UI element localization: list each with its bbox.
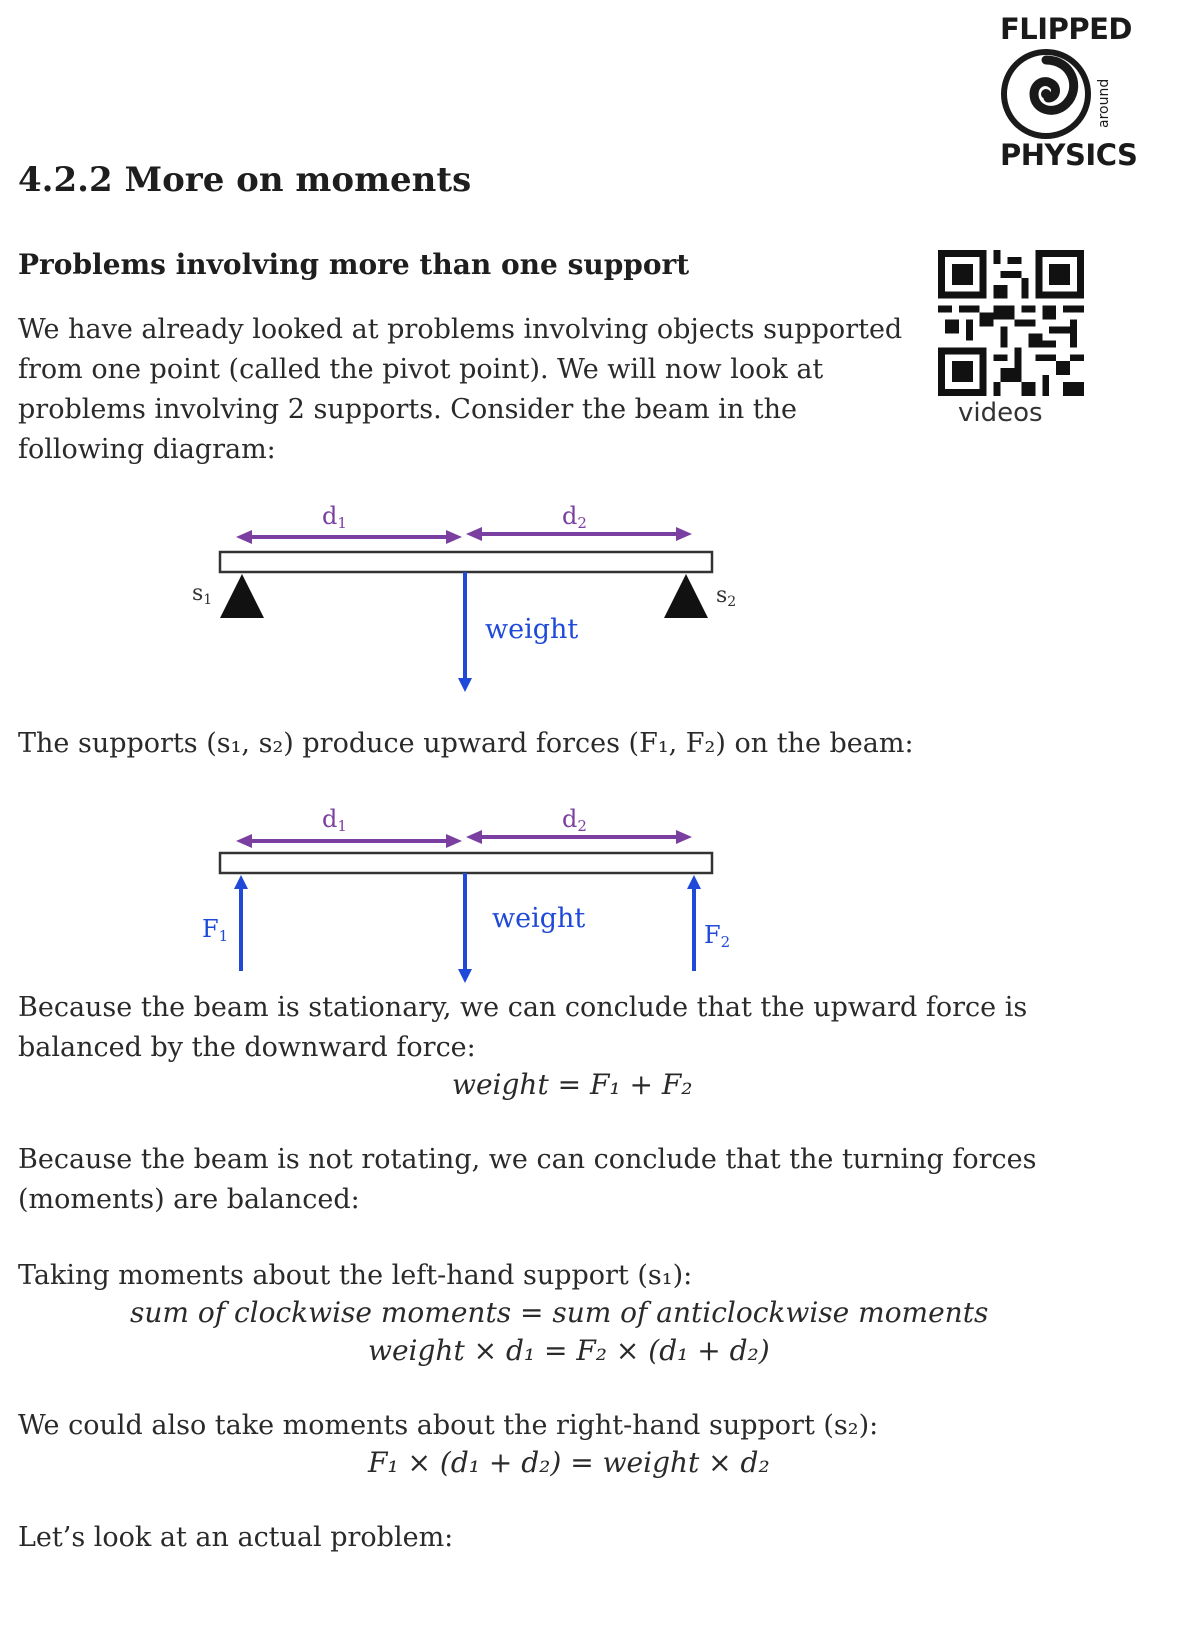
f2-label: F2 (704, 921, 731, 951)
beam (220, 853, 712, 873)
beam-diagram-forces (180, 795, 760, 990)
beam (220, 552, 712, 572)
supports-text: The supports (s₁, s₂) produce upward forces (F₁, F₂) on the beam: (18, 728, 914, 759)
subheading: Problems involving more than one support (18, 248, 690, 281)
right-moments-intro: We could also take moments about the right-hand support (s₂): (18, 1410, 879, 1441)
equation-balance: weight = F₁ + F₂ (452, 1068, 693, 1101)
s1-label: s1 (192, 581, 213, 608)
left-moments-intro: Taking moments about the left-hand support (s₁): (18, 1260, 693, 1291)
rotating-line: Because the beam is not rotating, we can conclude that the turning forces (18, 1144, 1037, 1175)
section-title: 4.2.2 More on moments (18, 160, 472, 200)
logo-side-text: around (1096, 78, 1112, 128)
intro-line: from one point (called the pivot point). We will now look at (18, 354, 824, 385)
equation-left-moments: weight × d₁ = F₂ × (d₁ + d₂) (368, 1334, 770, 1367)
distance-arrows (236, 527, 692, 544)
intro-line: following diagram: (18, 434, 276, 465)
qr-code-icon[interactable] (938, 250, 1084, 396)
logo-spiral-icon (1000, 48, 1096, 140)
qr-caption: videos (958, 398, 1043, 428)
d1-label: d1 (322, 805, 347, 835)
rotating-line: (moments) are balanced: (18, 1184, 360, 1215)
weight-label: weight (485, 614, 579, 645)
stationary-line: Because the beam is stationary, we can conclude that the upward force is (18, 992, 1028, 1023)
d1-label: d1 (322, 502, 347, 532)
closing-line: Let’s look at an actual problem: (18, 1522, 454, 1553)
stationary-line: balanced by the downward force: (18, 1032, 476, 1063)
d2-label: d2 (562, 502, 587, 532)
s2-label: s2 (716, 583, 737, 610)
equation-sum-moments: sum of clockwise moments = sum of anticlockwise moments (130, 1296, 989, 1329)
logo-bottom-text: PHYSICS (1000, 138, 1138, 172)
equation-right-moments: F₁ × (d₁ + d₂) = weight × d₂ (368, 1446, 770, 1479)
support-s1 (220, 574, 264, 618)
weight-label: weight (492, 903, 586, 934)
distance-arrows (236, 830, 692, 848)
intro-line: We have already looked at problems involving objects supported (18, 314, 903, 345)
support-s2 (664, 574, 708, 618)
logo-top-text: FLIPPED (1000, 12, 1132, 46)
rotating-paragraph (18, 1140, 1037, 1220)
stationary-paragraph (18, 988, 1027, 1068)
beam-diagram-weight (180, 490, 760, 705)
intro-line: problems involving 2 supports. Consider the beam in the (18, 394, 798, 425)
d2-label: d2 (562, 805, 587, 835)
f1-label: F1 (202, 915, 229, 945)
intro-paragraph (18, 310, 902, 470)
